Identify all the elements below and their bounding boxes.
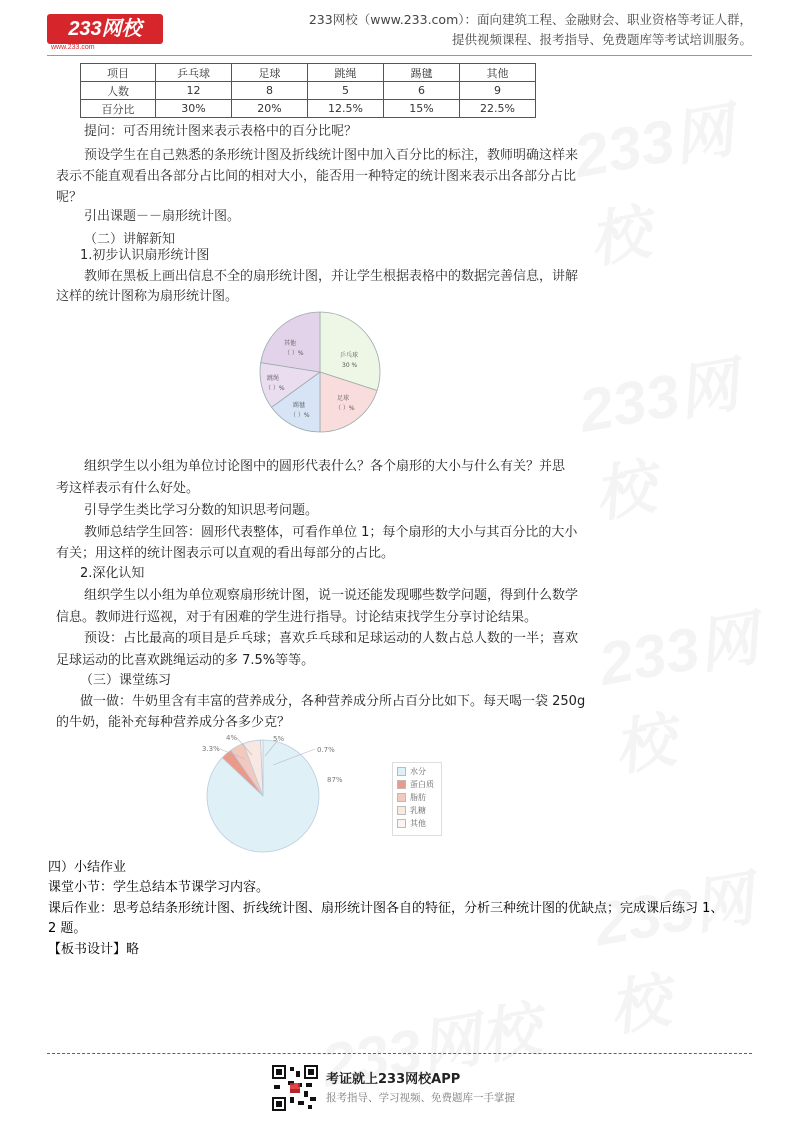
paragraph: 2 题。 xyxy=(48,921,87,936)
paragraph: 考这样表示有什么好处。 xyxy=(56,481,200,496)
footer-title: 考证就上233网校APP xyxy=(326,1072,461,1087)
table-row xyxy=(81,100,536,118)
legend-item: 水分 xyxy=(397,765,437,778)
slice-pct-tijian: （ ）% xyxy=(290,412,310,419)
section-heading: （三）课堂练习 xyxy=(80,673,172,688)
paragraph: 有关；用这样的统计图表示可以直观的看出每部分的占比。 xyxy=(56,546,395,561)
paragraph: 引导学生类比学习分数的知识思考问题。 xyxy=(84,503,319,518)
pie-slices xyxy=(260,312,380,432)
slice-label-football: 足球 xyxy=(337,395,350,402)
slice-pct-pingpong: 30 % xyxy=(342,362,358,369)
paragraph: 教师总结学生回答：圆形代表整体，可看作单位 1；每个扇形的大小与其百分比的大小 xyxy=(84,525,578,540)
table-cell: 踢毽 xyxy=(384,64,460,82)
paragraph: 组织学生以小组为单位讨论图中的圆形代表什么？各个扇形的大小与什么有关？并思 xyxy=(84,459,566,474)
paragraph: 信息。教师进行巡视，对于有困难的学生进行指导。讨论结束找学生分享讨论结果。 xyxy=(56,610,538,625)
slice-label: 0.7% xyxy=(317,746,335,754)
table-cell: 百分比 xyxy=(81,100,156,118)
milk-pie-chart xyxy=(195,730,355,855)
table-cell: 人数 xyxy=(81,82,156,100)
legend-item: 其他 xyxy=(397,817,437,830)
table-cell: 乒乓球 xyxy=(156,64,232,82)
paragraph: 预设学生在自己熟悉的条形统计图及折线统计图中加入百分比的标注，教师明确这样来 xyxy=(84,148,579,163)
paragraph: 【板书设计】略 xyxy=(48,942,140,957)
slice-label: 4% xyxy=(226,734,238,742)
table-cell: 项目 xyxy=(81,64,156,82)
table-cell: 15% xyxy=(384,100,460,118)
subsection-heading: 1.初步认识扇形统计图 xyxy=(80,248,210,263)
table-cell: 足球 xyxy=(232,64,308,82)
brand-logo[interactable] xyxy=(47,14,177,50)
paragraph: 课后作业：思考总结条形统计图、折线统计图、扇形统计图各自的特征，分析三种统计图的优缺点；完成课后练习 1、 xyxy=(48,901,724,916)
paragraph: 教师在黑板上画出信息不全的扇形统计图，并让学生根据表格中的数据完善信息，讲解 xyxy=(84,269,579,284)
milk-legend xyxy=(392,762,442,836)
paragraph: 引出课题－－扇形统计图。 xyxy=(84,209,241,224)
paragraph: 的牛奶，能补充每种营养成分各多少克？ xyxy=(56,715,291,730)
table-cell: 8 xyxy=(232,82,308,100)
header-tagline xyxy=(309,10,752,50)
footer-subtitle: 报考指导、学习视频、免费题库一手掌握 xyxy=(326,1092,515,1104)
slice-label-other: 其他 xyxy=(284,340,297,347)
paragraph: 预设：占比最高的项目是乒乓球；喜欢乒乓球和足球运动的人数占总人数的一半；喜欢 xyxy=(84,631,579,646)
qr-code-icon[interactable] xyxy=(272,1065,318,1111)
slice-label-tiaosheng: 跳绳 xyxy=(267,375,280,382)
slice-pct-tiaosheng: （ ）% xyxy=(265,385,285,392)
header-line-2: 提供视频课程、报考指导、免费题库等考试培训服务。 xyxy=(451,32,752,47)
paragraph: 足球运动的比喜欢跳绳运动的多 7.5%等等。 xyxy=(56,653,315,668)
watermark xyxy=(587,844,800,1048)
legend-item: 蛋白质 xyxy=(397,778,437,791)
table-cell: 9 xyxy=(460,82,536,100)
legend-item: 乳糖 xyxy=(397,804,437,817)
slice-label: 5% xyxy=(273,735,285,743)
paragraph: 呢？ xyxy=(56,190,83,205)
legend-item: 脂肪 xyxy=(397,791,437,804)
sports-table xyxy=(80,63,536,118)
subsection-heading: 2.深化认知 xyxy=(80,566,145,581)
section-heading: （二）讲解新知 xyxy=(84,232,176,247)
table-cell: 30% xyxy=(156,100,232,118)
paragraph: 课堂小节：学生总结本节课学习内容。 xyxy=(48,880,270,895)
slice-label: 87% xyxy=(327,776,343,784)
slice-label-tijian: 踢毽 xyxy=(293,402,306,409)
slice-label: 3.3% xyxy=(202,745,220,753)
footer-divider xyxy=(47,1053,752,1054)
sports-pie-chart xyxy=(255,310,385,440)
question-text: 提问：可否用统计图来表示表格中的百分比呢？ xyxy=(84,124,358,139)
paragraph: 做一做：牛奶里含有丰富的营养成分，各种营养成分所占百分比如下。每天喝一袋 250g xyxy=(80,694,586,709)
table-cell: 5 xyxy=(308,82,384,100)
slice-pct-other: （ ）% xyxy=(284,350,304,357)
slice-label-pingpong: 乒乓球 xyxy=(340,352,359,359)
table-cell: 6 xyxy=(384,82,460,100)
table-row xyxy=(81,64,536,82)
table-cell: 12 xyxy=(156,82,232,100)
table-cell: 跳绳 xyxy=(308,64,384,82)
header-divider xyxy=(47,55,752,56)
header-line-1: 233网校（www.233.com）：面向建筑工程、金融财会、职业资格等考证人群， xyxy=(308,12,752,27)
table-cell: 其他 xyxy=(460,64,536,82)
table-cell: 20% xyxy=(232,100,308,118)
table-cell: 22.5% xyxy=(460,100,536,118)
paragraph: 这样的统计图称为扇形统计图。 xyxy=(56,289,239,304)
slice-pct-football: （ ）% xyxy=(335,405,355,412)
watermark xyxy=(572,328,800,535)
section-heading: 四）小结作业 xyxy=(48,860,127,875)
paragraph: 组织学生以小组为单位观察扇形统计图，说一说还能发现哪些数学问题，得到什么数学 xyxy=(84,588,579,603)
watermark xyxy=(592,584,800,787)
logo-sub: www.233.com xyxy=(51,44,95,51)
logo-text: 233网校 xyxy=(47,14,163,44)
table-cell: 12.5% xyxy=(308,100,384,118)
pie-slices xyxy=(207,740,319,852)
paragraph: 表示不能直观看出各部分占比间的相对大小，能否用一种特定的统计图来表示出各部分占比 xyxy=(56,169,577,184)
table-row xyxy=(81,82,536,100)
watermark xyxy=(567,72,800,280)
